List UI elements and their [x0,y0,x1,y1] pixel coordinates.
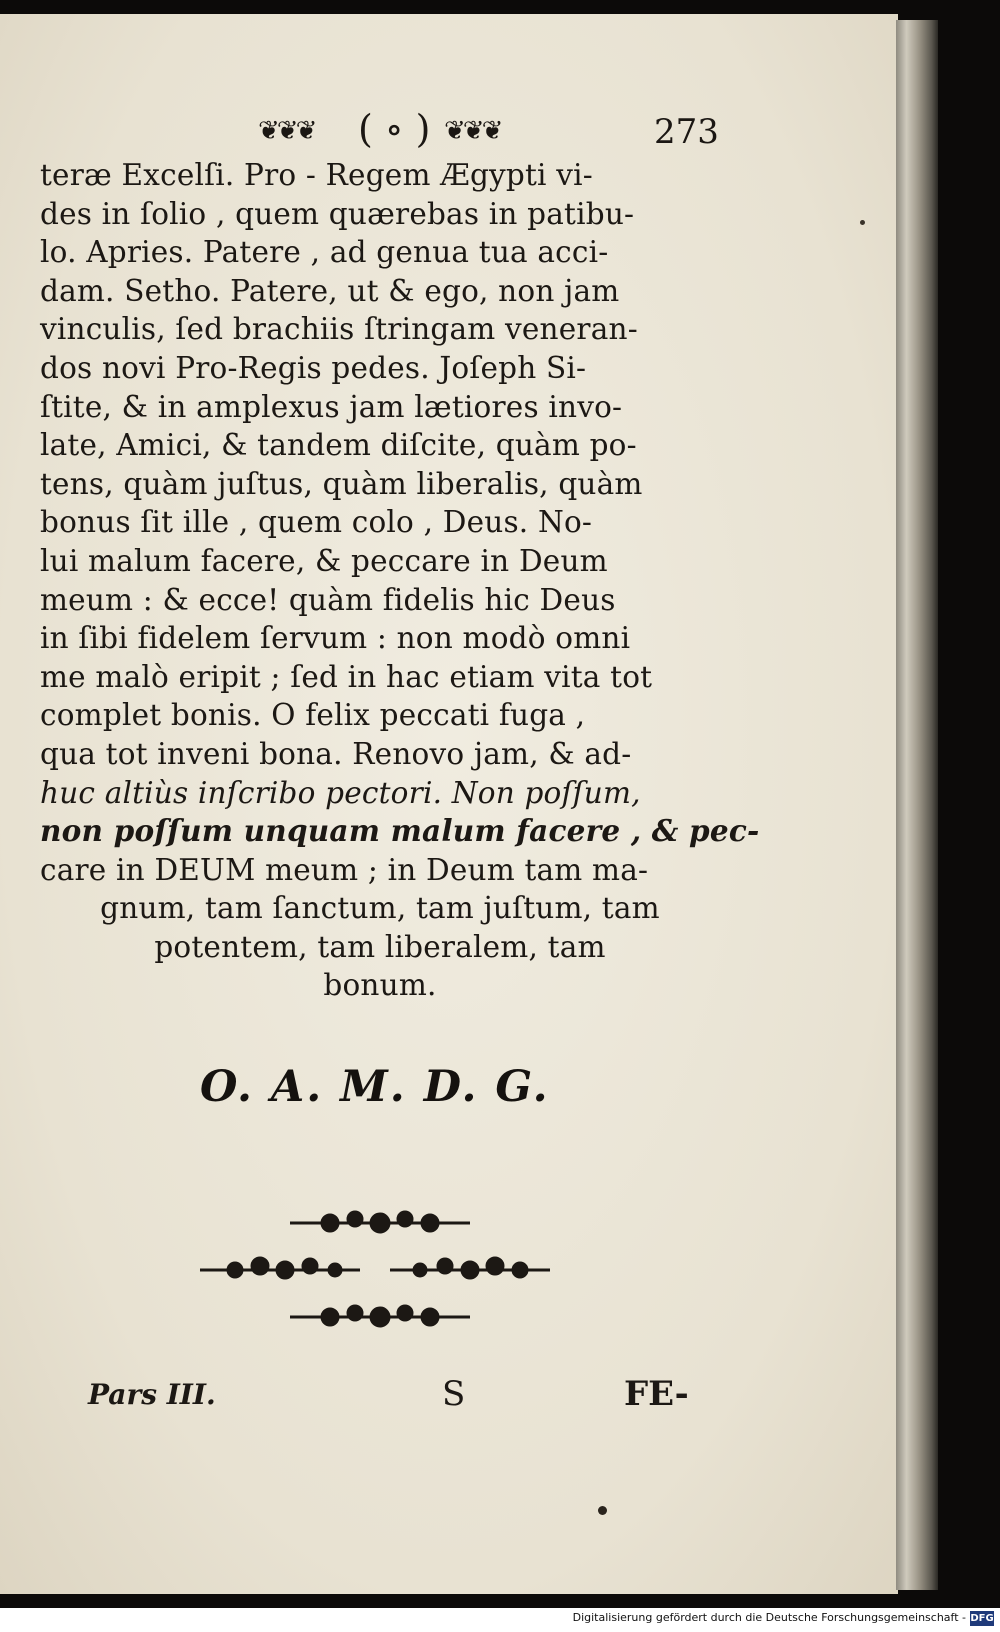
dfg-logo: DFG [970,1613,994,1624]
credit-text: Digitalisierung gefördert durch die Deutsche Forschungsgemeinschaft - [572,1611,966,1624]
text-line: care in DEUM meum ; in Deum tam ma- [40,852,649,887]
text-line: bonum. [323,968,437,1003]
page-number: 273 [654,112,719,152]
text-line: teræ Excelſi. Pro - Regem Ægypti vi- [40,158,593,192]
text-line: gnum, tam ſanctum, tam juſtum, tam [100,891,660,926]
signature-label: Pars III. [88,1378,216,1411]
text-line: meum : & ecce! quàm fidelis hic Deus [40,582,616,617]
text-line: dos novi Pro-Regis pedes. Joſeph Si- [40,350,587,385]
ink-speck [598,1506,607,1515]
text-line: complet bonis. O felix peccati fuga , [40,698,586,733]
text-line: late, Amici, & tandem diſcite, quàm po- [40,428,637,463]
ink-speck [860,220,865,225]
running-header [258,108,718,158]
text-line: bonus ſit ille , quem colo , Deus. No- [40,505,593,540]
body-text [40,156,760,1005]
text-line: huc altiùs inſcribo pectori. Non poſſum, [40,775,641,810]
page-edge [896,20,938,1590]
text-line: dam. Setho. Patere, ut & ego, non jam [40,273,620,308]
text-line: me malò eripit ; ſed in hac etiam vita tot [40,659,653,694]
credit-bar [0,1608,1000,1632]
text-line: qua tot inveni bona. Renovo jam, & ad- [40,736,632,771]
text-line: tens, quàm juſtus, quàm liberalis, quàm [40,466,643,501]
signature-mark: S [442,1374,466,1414]
text-line: vinculis, ſed brachiis ſtringam veneran- [40,312,638,347]
header-ornament-left: ❦❦❦ [258,116,315,146]
printers-ornament [200,1205,560,1335]
catchword: FE- [624,1374,689,1414]
text-line: lo. Apries. Patere , ad genua tua acci- [40,235,609,270]
closing-dedication: O. A. M. D. G. [200,1062,550,1112]
text-line: non poſſum unquam malum facere , & pec- [40,813,760,849]
header-ornament-right: ❦❦❦ [444,116,501,146]
text-line: ſtite, & in amplexus jam lætiores invo- [40,389,623,424]
header-mark: ( ∘ ) [358,107,431,151]
text-line: potentem, tam liberalem, tam [154,929,606,964]
text-line: lui malum facere, & peccare in Deum [40,543,608,578]
text-line: in ſibi fidelem ſervum : non modò omni [40,621,631,656]
text-line: des in ſolio , quem quærebas in patibu- [40,196,635,231]
